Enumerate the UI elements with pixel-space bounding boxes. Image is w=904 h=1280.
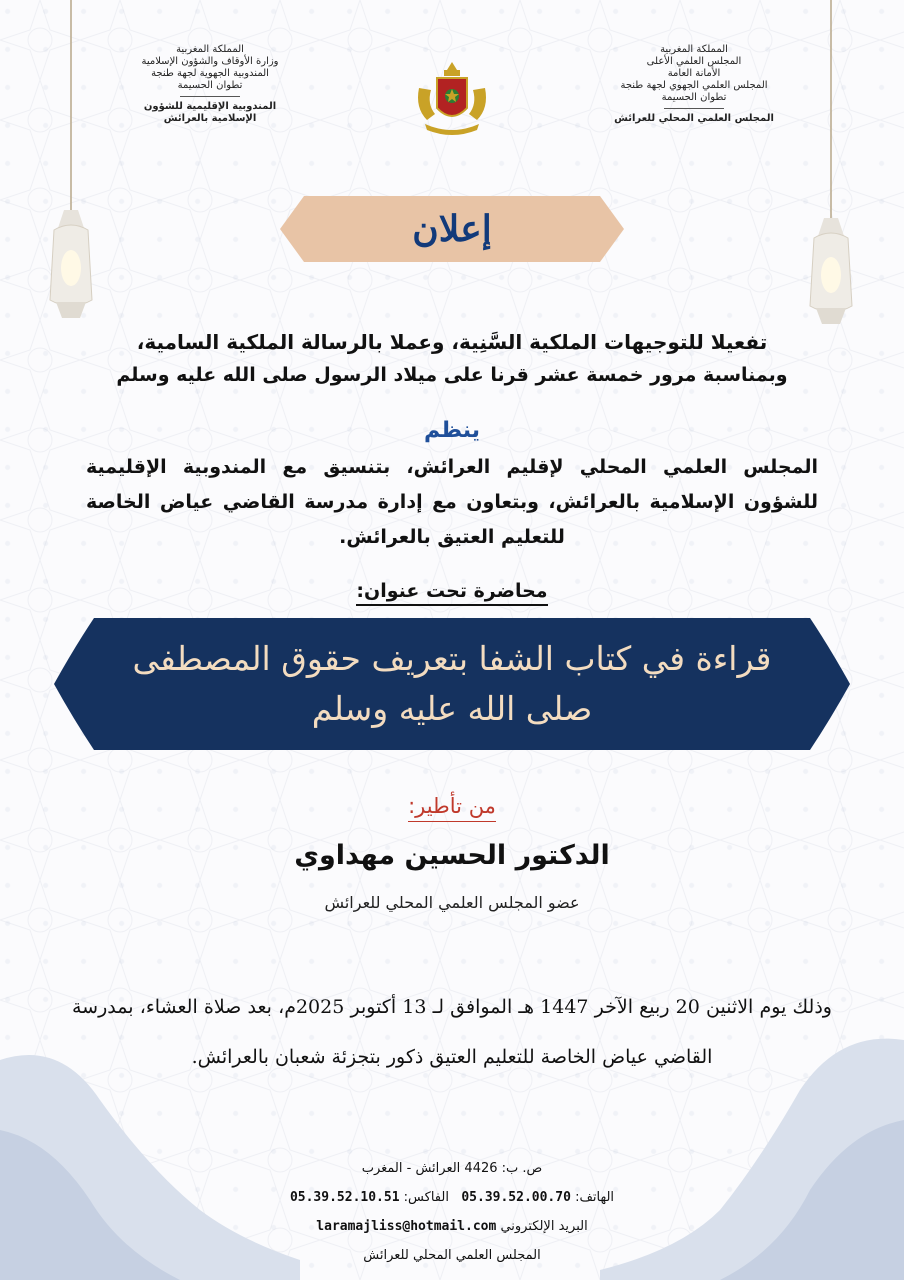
header-left-line: المندوبية الجهوية لجهة طنجة	[151, 68, 269, 79]
divider	[664, 108, 724, 109]
header-right-line: المملكة المغربية	[660, 44, 728, 55]
footer	[0, 1154, 904, 1270]
header-right-line: المجلس العلمي الأعلى	[646, 56, 742, 67]
announcement-title: إعلان	[412, 208, 492, 250]
speaker-name: الدكتور الحسين مهداوي	[294, 840, 610, 871]
header-left-org: الإسلامية بالعرائش	[163, 113, 257, 124]
by-label	[0, 794, 904, 818]
lecture-label-text: محاضرة تحت عنوان:	[356, 580, 547, 606]
divider	[180, 96, 240, 97]
footer-address: ص. ب: 4426 العرائش - المغرب	[361, 1161, 543, 1176]
lecture-label	[0, 580, 904, 602]
lantern-left-icon	[36, 0, 106, 330]
header-left-line: المملكة المغربية	[176, 44, 244, 55]
header-right-line: المجلس العلمي الجهوي لجهة طنجة	[620, 80, 768, 91]
speaker-role: عضو المجلس العلمي المحلي للعرائش	[324, 893, 580, 912]
event-date-text: وذلك يوم الاثنين 20 ربيع الآخر 1447 هـ الموافق لـ 13 أكتوبر 2025م، بعد صلاة العشاء، بمدرسة القاضي عياض الخاصة للتعليم العتيق ذكور بتجزئة شعبان بالعرائش.	[72, 996, 832, 1068]
lantern-right-icon	[796, 0, 866, 330]
organizers-paragraph: المجلس العلمي المحلي لإقليم العرائش، بتنسيق مع المندوبية الإقليمية للشؤون الإسلامية بالعرائش، وبتعاون مع إدارة مدرسة القاضي عياض الخاصة للتعليم العتيق بالعرائش.	[86, 456, 818, 548]
intro-line-1: تفعيلا للتوجيهات الملكية السَّنِية، وعملا بالرسالة الملكية السامية،	[136, 330, 768, 354]
footer-phone: 05.39.52.00.70	[461, 1190, 571, 1205]
lecture-title-line-2: صلى الله عليه وسلم	[311, 689, 593, 728]
by-label-text: من تأطير:	[408, 794, 496, 822]
header-right-org: المجلس العلمي المحلي للعرائش	[614, 113, 774, 124]
lecture-title-line-1: قراءة في كتاب الشفا بتعريف حقوق المصطفى	[132, 639, 772, 678]
footer-phone-row	[0, 1183, 904, 1212]
header-left-block	[110, 44, 310, 125]
organizes-heading: ينظم	[424, 418, 480, 443]
header-left-line: تطوان الحسيمة	[177, 80, 243, 91]
lecture-title	[54, 618, 850, 750]
footer-email-label: البريد الإلكتروني	[500, 1219, 588, 1234]
header-left-org: المندوبية الإقليمية للشؤون	[143, 101, 277, 112]
footer-email-row	[0, 1212, 904, 1241]
header-right-line: الأمانة العامة	[667, 68, 721, 79]
footer-phone-label: الهاتف:	[575, 1190, 615, 1205]
footer-fax: 05.39.52.10.51	[289, 1190, 400, 1205]
coat-of-arms-emblem	[411, 58, 493, 140]
footer-org: المجلس العلمي المحلي للعرائش	[363, 1248, 541, 1263]
header-right-line: تطوان الحسيمة	[661, 92, 727, 103]
header-left-line: وزارة الأوقاف والشؤون الإسلامية	[141, 56, 279, 67]
footer-email-link[interactable]: laramajliss@hotmail.com	[316, 1219, 497, 1234]
footer-fax-label: الفاكس:	[403, 1190, 449, 1205]
header-right-block	[594, 44, 794, 125]
intro-line-2: وبمناسبة مرور خمسة عشر قرنا على ميلاد الرسول صلى الله عليه وسلم	[116, 364, 788, 386]
